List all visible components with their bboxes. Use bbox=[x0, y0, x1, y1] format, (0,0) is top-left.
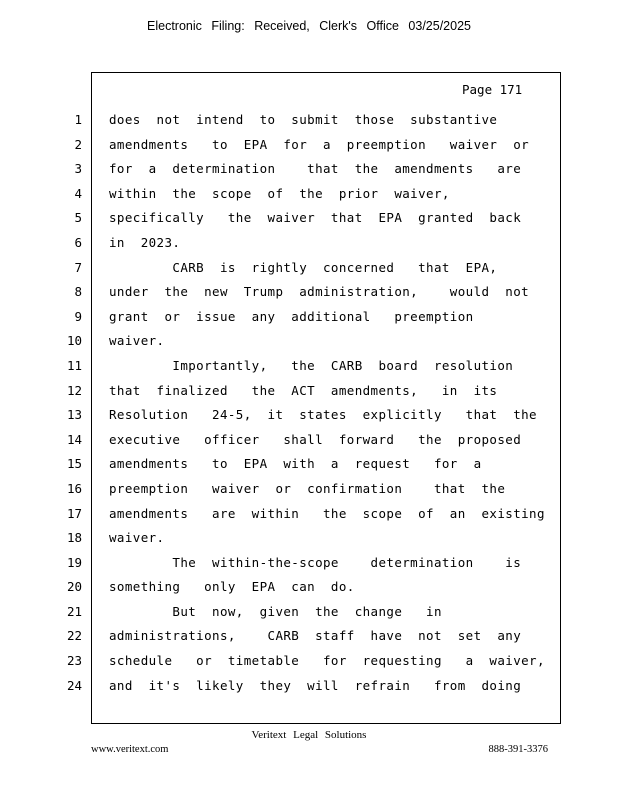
transcript-line bbox=[0, 526, 618, 551]
line-number: 14 bbox=[66, 431, 82, 447]
transcript-line bbox=[0, 600, 618, 625]
line-number: 6 bbox=[74, 234, 82, 250]
line-text: amendments are within the scope of an existing bbox=[109, 505, 545, 521]
line-text: under the new Trump administration, would not bbox=[109, 284, 530, 300]
transcript-line bbox=[0, 575, 618, 600]
transcript-line bbox=[0, 231, 618, 256]
line-number: 19 bbox=[66, 554, 82, 570]
line-number: 17 bbox=[66, 505, 82, 521]
line-text: something only EPA can do. bbox=[109, 579, 355, 595]
line-text: CARB is rightly concerned that EPA, bbox=[109, 259, 498, 275]
line-number: 20 bbox=[66, 579, 82, 595]
transcript-line bbox=[0, 206, 618, 231]
line-number: 12 bbox=[66, 382, 82, 398]
line-text: amendments to EPA for a preemption waiver or bbox=[109, 136, 530, 152]
filing-stamp: Electronic Filing: Received, Clerk's Office 03/25/2025 bbox=[147, 19, 471, 33]
line-text: waiver. bbox=[109, 530, 165, 546]
line-number: 24 bbox=[66, 677, 82, 693]
line-number: 23 bbox=[66, 653, 82, 669]
line-number: 3 bbox=[74, 161, 82, 177]
line-text: Resolution 24-5, it states explicitly that the bbox=[109, 407, 537, 423]
line-number: 1 bbox=[74, 112, 82, 127]
line-number: 22 bbox=[66, 628, 82, 644]
transcript-line bbox=[0, 403, 618, 428]
transcript-line bbox=[0, 108, 618, 133]
transcript-line bbox=[0, 157, 618, 182]
line-number: 5 bbox=[74, 210, 82, 226]
line-text: preemption waiver or confirmation that the bbox=[109, 480, 506, 496]
line-number: 2 bbox=[74, 136, 82, 152]
line-text: specifically the waiver that EPA granted back bbox=[109, 210, 522, 226]
line-text: in 2023. bbox=[109, 234, 181, 250]
line-text: amendments to EPA with a request for a bbox=[109, 456, 482, 472]
line-text: administrations, CARB staff have not set any bbox=[109, 628, 522, 644]
transcript-line bbox=[0, 133, 618, 158]
line-number: 16 bbox=[66, 480, 82, 496]
line-text: and it's likely they will refrain from doing bbox=[109, 677, 522, 693]
transcript-line bbox=[0, 256, 618, 281]
line-text: But now, given the change in bbox=[109, 603, 442, 619]
transcript-line bbox=[0, 379, 618, 404]
line-number: 15 bbox=[66, 456, 82, 472]
line-text: Importantly, the CARB board resolution bbox=[109, 357, 514, 373]
transcript-line bbox=[0, 551, 618, 576]
line-text: grant or issue any additional preemption bbox=[109, 308, 474, 324]
transcript-line bbox=[0, 502, 618, 527]
transcript-line bbox=[0, 624, 618, 649]
line-number: 10 bbox=[66, 333, 82, 349]
line-number: 18 bbox=[66, 530, 82, 546]
line-number: 11 bbox=[66, 357, 82, 373]
transcript-line bbox=[0, 305, 618, 330]
line-text: for a determination that the amendments are bbox=[109, 161, 522, 177]
line-number: 8 bbox=[74, 284, 82, 300]
transcript-line bbox=[0, 649, 618, 674]
footer-website: www.veritext.com bbox=[91, 744, 169, 755]
transcript-line bbox=[0, 182, 618, 207]
line-text: does not intend to submit those substantive bbox=[109, 112, 498, 127]
line-text: within the scope of the prior waiver, bbox=[109, 185, 450, 201]
line-number: 7 bbox=[74, 259, 82, 275]
transcript-line bbox=[0, 280, 618, 305]
footer-company: Veritext Legal Solutions bbox=[251, 729, 367, 741]
line-number: 13 bbox=[66, 407, 82, 423]
line-number: 21 bbox=[66, 603, 82, 619]
page-number: Page 171 bbox=[462, 82, 523, 97]
transcript-line bbox=[0, 354, 618, 379]
line-text: The within-the-scope determination is bbox=[109, 554, 522, 570]
transcript-line bbox=[0, 674, 618, 699]
footer-phone: 888-391-3376 bbox=[488, 744, 548, 755]
transcript-lines bbox=[0, 108, 618, 698]
line-number: 4 bbox=[74, 185, 82, 201]
line-text: schedule or timetable for requesting a waiver, bbox=[109, 653, 545, 669]
line-number: 9 bbox=[74, 308, 82, 324]
line-text: waiver. bbox=[109, 333, 165, 349]
transcript-line bbox=[0, 428, 618, 453]
line-text: that finalized the ACT amendments, in its bbox=[109, 382, 498, 398]
transcript-line bbox=[0, 329, 618, 354]
transcript-line bbox=[0, 452, 618, 477]
transcript-line bbox=[0, 477, 618, 502]
line-text: executive officer shall forward the proposed bbox=[109, 431, 522, 447]
